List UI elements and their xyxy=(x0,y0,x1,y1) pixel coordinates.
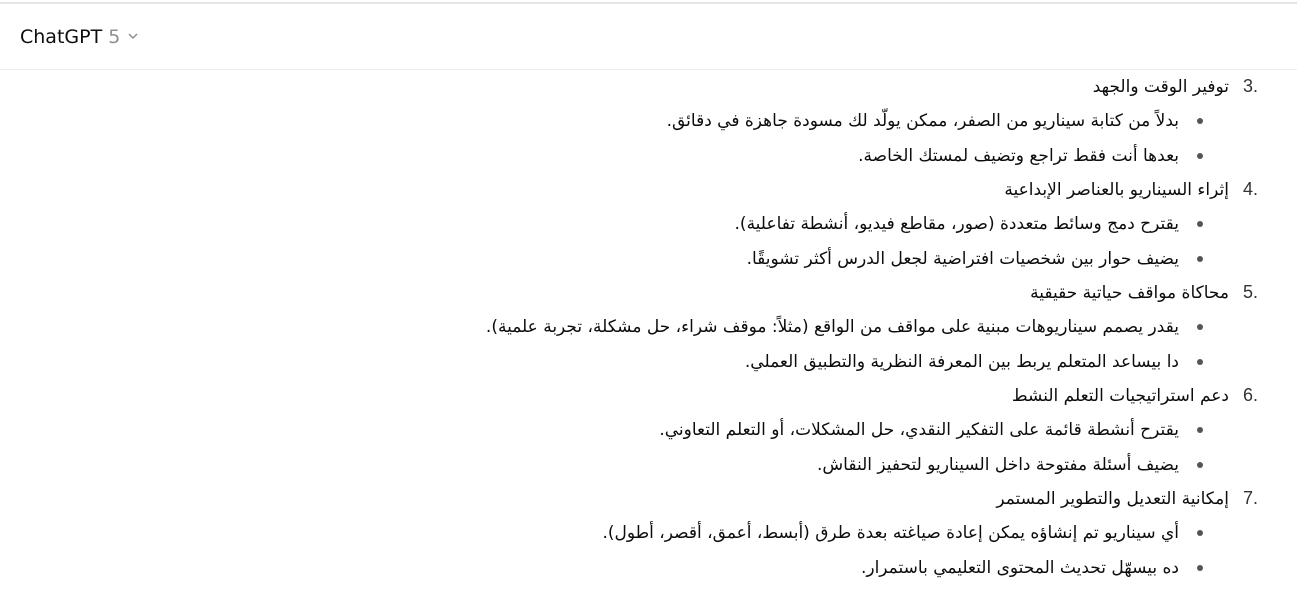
bullet-icon xyxy=(1197,118,1203,124)
section-heading xyxy=(165,482,1265,515)
model-name: ChatGPT xyxy=(20,25,103,48)
section-heading xyxy=(165,276,1265,309)
list-item-text: ده بيسهّل تحديث المحتوى التعليمي باستمرار. xyxy=(860,557,1179,578)
list-item-text: يقدر يصمم سيناريوهات مبنية على مواقف من الواقع (مثلاً: موقف شراء، حل مشكلة، تجربة علمية). xyxy=(485,316,1179,337)
bullet-icon xyxy=(1197,427,1203,433)
section-heading xyxy=(165,70,1265,103)
bullet-icon xyxy=(1197,324,1203,330)
message-content xyxy=(165,70,1265,585)
chevron-down-icon xyxy=(126,26,140,48)
section-title: دعم استراتيجيات التعلم النشط xyxy=(1011,385,1229,406)
bullet-icon xyxy=(1197,565,1203,571)
section-number: 3. xyxy=(1243,76,1259,96)
section-title: توفير الوقت والجهد xyxy=(1092,76,1229,97)
list-section xyxy=(165,276,1265,379)
bullet-icon xyxy=(1197,256,1203,262)
header xyxy=(0,4,1297,70)
section-title: إمكانية التعديل والتطوير المستمر xyxy=(996,488,1229,509)
bullet-icon xyxy=(1197,153,1203,159)
list-item-text: يقترح دمج وسائط متعددة (صور، مقاطع فيديو، أنشطة تفاعلية). xyxy=(734,213,1179,234)
list-item xyxy=(165,103,1265,138)
bullet-icon xyxy=(1197,462,1203,468)
list-item xyxy=(165,241,1265,276)
bullet-icon xyxy=(1197,530,1203,536)
list-item xyxy=(165,344,1265,379)
section-number: 7. xyxy=(1243,488,1259,508)
list-item xyxy=(165,138,1265,173)
model-version: 5 xyxy=(108,25,121,48)
list-section xyxy=(165,379,1265,482)
list-item xyxy=(165,447,1265,482)
list-item-text: بدلاً من كتابة سيناريو من الصفر، ممكن يولّد لك مسودة جاهزة في دقائق. xyxy=(666,110,1179,131)
section-number: 6. xyxy=(1243,385,1259,405)
list-item xyxy=(165,309,1265,344)
section-title: إثراء السيناريو بالعناصر الإبداعية xyxy=(1004,179,1229,200)
section-heading xyxy=(165,173,1265,206)
list-item xyxy=(165,412,1265,447)
section-number: 5. xyxy=(1243,282,1259,302)
section-title: محاكاة مواقف حياتية حقيقية xyxy=(1030,282,1229,303)
list-section xyxy=(165,173,1265,276)
list-item-text: يضيف أسئلة مفتوحة داخل السيناريو لتحفيز النقاش. xyxy=(817,454,1179,475)
section-heading xyxy=(165,379,1265,412)
list-section xyxy=(165,482,1265,585)
list-item-text: بعدها أنت فقط تراجع وتضيف لمستك الخاصة. xyxy=(858,145,1179,166)
list-item-text: أي سيناريو تم إنشاؤه يمكن إعادة صياغته بعدة طرق (أبسط، أعمق، أقصر، أطول). xyxy=(602,522,1179,543)
list-item-text: دا بيساعد المتعلم يربط بين المعرفة النظرية والتطبيق العملي. xyxy=(744,351,1179,372)
list-section xyxy=(165,70,1265,173)
section-number: 4. xyxy=(1243,179,1259,199)
bullet-icon xyxy=(1197,221,1203,227)
model-selector[interactable] xyxy=(10,20,150,54)
list-item-text: يقترح أنشطة قائمة على التفكير النقدي، حل المشكلات، أو التعلم التعاوني. xyxy=(659,419,1179,440)
list-item xyxy=(165,206,1265,241)
bullet-icon xyxy=(1197,359,1203,365)
list-item-text: يضيف حوار بين شخصيات افتراضية لجعل الدرس أكثر تشويقًا. xyxy=(746,248,1179,269)
list-item xyxy=(165,550,1265,585)
list-item xyxy=(165,515,1265,550)
